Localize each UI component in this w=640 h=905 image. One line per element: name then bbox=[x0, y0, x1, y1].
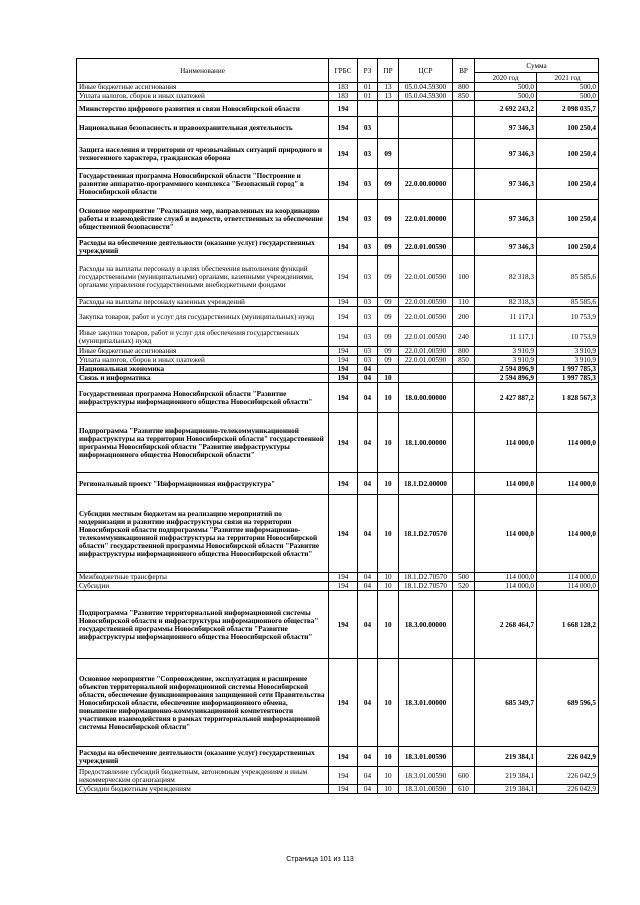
row-name: Расходы на обеспечение деятельности (оказание услуг) государственных учреждений bbox=[77, 747, 329, 767]
row-csr: 22.0.01.00590 bbox=[399, 347, 453, 356]
table-row bbox=[77, 117, 599, 139]
row-vr: 500 bbox=[453, 573, 475, 582]
row-name: Межбюджетные трансферты bbox=[77, 573, 329, 582]
row-rz: 01 bbox=[358, 83, 378, 92]
row-grbs: 194 bbox=[329, 238, 358, 256]
row-name: Предоставление субсидий бюджетным, автономным учреждениям и иным некоммерческим организациям bbox=[77, 767, 329, 785]
row-vr bbox=[453, 169, 475, 200]
row-name: Защита населения и территории от чрезвычайных ситуаций природного и техногенного характера, гражданская оборона bbox=[77, 139, 329, 169]
table-row bbox=[77, 327, 599, 347]
row-value-2020: 97 346,3 bbox=[475, 238, 537, 256]
table-row bbox=[77, 238, 599, 256]
row-name: Основное мероприятие "Реализация мер, направленных на координацию работы и взаимодействие служб и ведомств, ответственных за обеспечение общественной безопасности" bbox=[77, 200, 329, 238]
row-value-2020: 11 117,1 bbox=[475, 307, 537, 327]
row-name: Уплата налогов, сборов и иных платежей bbox=[77, 92, 329, 101]
row-value-2020: 685 349,7 bbox=[475, 659, 537, 747]
row-value-2021: 114 000,0 bbox=[537, 495, 599, 573]
header-year-2021: 2021 год bbox=[537, 73, 599, 83]
row-pr: 10 bbox=[378, 473, 399, 495]
row-name: Связь и информатика bbox=[77, 374, 329, 383]
row-rz: 04 bbox=[358, 413, 378, 473]
row-csr: 22.0.01.00000 bbox=[399, 200, 453, 238]
row-pr: 13 bbox=[378, 83, 399, 92]
row-rz: 04 bbox=[358, 747, 378, 767]
row-rz: 04 bbox=[358, 785, 378, 794]
row-csr bbox=[399, 374, 453, 383]
row-name: Национальная экономика bbox=[77, 365, 329, 374]
budget-table bbox=[76, 58, 599, 794]
row-rz: 03 bbox=[358, 238, 378, 256]
row-vr bbox=[453, 139, 475, 169]
row-pr: 13 bbox=[378, 92, 399, 101]
row-pr: 09 bbox=[378, 298, 399, 307]
row-csr: 18.3.01.00000 bbox=[399, 659, 453, 747]
row-value-2020: 219 384,1 bbox=[475, 785, 537, 794]
row-grbs: 194 bbox=[329, 117, 358, 139]
row-value-2021: 3 910,9 bbox=[537, 347, 599, 356]
row-pr: 10 bbox=[378, 659, 399, 747]
row-value-2021: 85 585,6 bbox=[537, 256, 599, 298]
row-csr bbox=[399, 101, 453, 117]
row-rz: 04 bbox=[358, 573, 378, 582]
row-grbs: 194 bbox=[329, 365, 358, 374]
row-rz: 03 bbox=[358, 356, 378, 365]
row-vr: 800 bbox=[453, 83, 475, 92]
row-vr: 100 bbox=[453, 256, 475, 298]
row-csr: 18.3.01.00590 bbox=[399, 767, 453, 785]
header-grbs: ГРБС bbox=[329, 59, 358, 83]
row-value-2021: 100 250,4 bbox=[537, 139, 599, 169]
row-value-2020: 500,0 bbox=[475, 83, 537, 92]
row-csr: 22.0.01.00590 bbox=[399, 238, 453, 256]
row-grbs: 194 bbox=[329, 256, 358, 298]
row-pr bbox=[378, 365, 399, 374]
row-pr: 10 bbox=[378, 413, 399, 473]
header-year-2020: 2020 год bbox=[475, 73, 537, 83]
row-value-2021: 1 668 128,2 bbox=[537, 591, 599, 659]
row-name: Региональный проект "Информационная инфраструктура" bbox=[77, 473, 329, 495]
row-vr: 240 bbox=[453, 327, 475, 347]
row-vr bbox=[453, 413, 475, 473]
row-grbs: 194 bbox=[329, 785, 358, 794]
table-row bbox=[77, 200, 599, 238]
table-row bbox=[77, 473, 599, 495]
row-csr: 18.1.D2.00000 bbox=[399, 473, 453, 495]
row-pr: 10 bbox=[378, 591, 399, 659]
row-name: Подпрограмма "Развитие территориальной информационной системы Новосибирской области и инфраструктуры информационного общества" государственной программы Новосибирской области "Развитие инфраструктуры информационного общества Новосибирской области" bbox=[77, 591, 329, 659]
table-row bbox=[77, 365, 599, 374]
row-value-2021: 100 250,4 bbox=[537, 200, 599, 238]
row-value-2020: 2 692 243,2 bbox=[475, 101, 537, 117]
row-vr: 610 bbox=[453, 785, 475, 794]
row-value-2021: 500,0 bbox=[537, 83, 599, 92]
row-name: Национальная безопасность и правоохранительная деятельность bbox=[77, 117, 329, 139]
row-rz: 03 bbox=[358, 139, 378, 169]
row-csr: 18.1.D2.70570 bbox=[399, 495, 453, 573]
header-csr: ЦСР bbox=[399, 59, 453, 83]
row-csr bbox=[399, 365, 453, 374]
row-grbs: 194 bbox=[329, 767, 358, 785]
row-grbs: 194 bbox=[329, 582, 358, 591]
row-csr bbox=[399, 117, 453, 139]
row-csr: 18.1.00.00000 bbox=[399, 413, 453, 473]
row-pr: 10 bbox=[378, 582, 399, 591]
row-value-2021: 114 000,0 bbox=[537, 473, 599, 495]
row-csr: 22.0.01.00590 bbox=[399, 298, 453, 307]
row-csr: 22.0.01.00590 bbox=[399, 356, 453, 365]
row-value-2021: 114 000,0 bbox=[537, 582, 599, 591]
row-rz: 04 bbox=[358, 767, 378, 785]
row-value-2021: 226 042,9 bbox=[537, 785, 599, 794]
row-pr: 10 bbox=[378, 374, 399, 383]
row-pr: 09 bbox=[378, 139, 399, 169]
row-name: Субсидии местным бюджетам на реализацию мероприятий по модернизации и развитию инфраструктуры связи на территории Новосибирской области подпрограммы "Развитие информационно-телекоммуникационной инфраструктуры на территории Новосибирской области" государственной программы Новосибирской области "Развитие инфраструктуры информационного общества Новосибирской области" bbox=[77, 495, 329, 573]
table-row bbox=[77, 356, 599, 365]
row-value-2021: 689 596,5 bbox=[537, 659, 599, 747]
row-name: Расходы на выплаты персоналу в целях обеспечения выполнения функций государственными (муниципальными) органами, казенными учреждениями, органами управления государственными внебюджетными фондами bbox=[77, 256, 329, 298]
row-vr: 600 bbox=[453, 767, 475, 785]
row-value-2020: 11 117,1 bbox=[475, 327, 537, 347]
row-pr: 10 bbox=[378, 785, 399, 794]
row-value-2021: 1 997 785,3 bbox=[537, 374, 599, 383]
row-rz: 04 bbox=[358, 473, 378, 495]
table-row bbox=[77, 383, 599, 413]
row-name: Расходы на выплаты персоналу казенных учреждений bbox=[77, 298, 329, 307]
row-rz bbox=[358, 101, 378, 117]
row-grbs: 183 bbox=[329, 92, 358, 101]
header-vr: ВР bbox=[453, 59, 475, 83]
row-csr: 22.0.00.00000 bbox=[399, 169, 453, 200]
row-csr: 22.0.01.00590 bbox=[399, 307, 453, 327]
table-row bbox=[77, 374, 599, 383]
row-value-2020: 219 384,1 bbox=[475, 767, 537, 785]
header-pr: ПР bbox=[378, 59, 399, 83]
row-pr: 09 bbox=[378, 200, 399, 238]
table-row bbox=[77, 591, 599, 659]
row-rz: 03 bbox=[358, 327, 378, 347]
row-value-2020: 82 318,3 bbox=[475, 298, 537, 307]
row-rz: 03 bbox=[358, 256, 378, 298]
header-name: Наименование bbox=[77, 59, 329, 83]
row-csr: 22.0.01.00590 bbox=[399, 327, 453, 347]
row-pr: 09 bbox=[378, 238, 399, 256]
row-vr bbox=[453, 495, 475, 573]
row-rz: 03 bbox=[358, 169, 378, 200]
row-value-2020: 97 346,3 bbox=[475, 169, 537, 200]
row-vr bbox=[453, 747, 475, 767]
row-pr: 09 bbox=[378, 347, 399, 356]
row-csr: 18.3.01.00590 bbox=[399, 785, 453, 794]
row-csr: 18.0.00.00000 bbox=[399, 383, 453, 413]
row-value-2021: 3 910,9 bbox=[537, 356, 599, 365]
header-rz: РЗ bbox=[358, 59, 378, 83]
row-vr bbox=[453, 591, 475, 659]
row-vr: 800 bbox=[453, 347, 475, 356]
row-value-2020: 2 594 896,9 bbox=[475, 365, 537, 374]
row-value-2020: 114 000,0 bbox=[475, 582, 537, 591]
row-pr: 09 bbox=[378, 327, 399, 347]
row-grbs: 194 bbox=[329, 495, 358, 573]
row-vr: 850 bbox=[453, 356, 475, 365]
row-grbs: 194 bbox=[329, 139, 358, 169]
row-name: Уплата налогов, сборов и иных платежей bbox=[77, 356, 329, 365]
row-vr bbox=[453, 101, 475, 117]
row-vr bbox=[453, 365, 475, 374]
row-pr: 10 bbox=[378, 495, 399, 573]
row-pr: 09 bbox=[378, 307, 399, 327]
row-pr: 10 bbox=[378, 767, 399, 785]
table-row bbox=[77, 582, 599, 591]
row-rz: 04 bbox=[358, 383, 378, 413]
row-value-2020: 219 384,1 bbox=[475, 747, 537, 767]
table-row bbox=[77, 785, 599, 794]
row-value-2020: 114 000,0 bbox=[475, 495, 537, 573]
row-name: Субсидии бюджетным учреждениям bbox=[77, 785, 329, 794]
row-name: Закупка товаров, работ и услуг для государственных (муниципальных) нужд bbox=[77, 307, 329, 327]
page-number: Страница 101 из 113 bbox=[286, 856, 354, 863]
row-name: Иные закупки товаров, работ и услуг для обеспечения государственных (муниципальных) нужд bbox=[77, 327, 329, 347]
row-pr: 09 bbox=[378, 169, 399, 200]
row-csr: 05.0.04.59300 bbox=[399, 83, 453, 92]
row-value-2020: 97 346,3 bbox=[475, 117, 537, 139]
row-rz: 04 bbox=[358, 365, 378, 374]
row-name: Иные бюджетные ассигнования bbox=[77, 83, 329, 92]
table-row bbox=[77, 495, 599, 573]
row-csr: 18.1.D2.70570 bbox=[399, 573, 453, 582]
row-value-2020: 114 000,0 bbox=[475, 573, 537, 582]
row-value-2020: 114 000,0 bbox=[475, 473, 537, 495]
row-pr: 10 bbox=[378, 383, 399, 413]
row-rz: 01 bbox=[358, 92, 378, 101]
row-name: Субсидии bbox=[77, 582, 329, 591]
row-vr: 200 bbox=[453, 307, 475, 327]
row-value-2021: 10 753,9 bbox=[537, 327, 599, 347]
row-vr bbox=[453, 117, 475, 139]
table-row bbox=[77, 747, 599, 767]
row-rz: 04 bbox=[358, 495, 378, 573]
row-value-2020: 2 594 896,9 bbox=[475, 374, 537, 383]
row-csr: 18.3.01.00590 bbox=[399, 747, 453, 767]
row-grbs: 194 bbox=[329, 169, 358, 200]
row-vr bbox=[453, 473, 475, 495]
row-value-2021: 226 042,9 bbox=[537, 767, 599, 785]
row-value-2020: 3 910,9 bbox=[475, 347, 537, 356]
row-value-2020: 97 346,3 bbox=[475, 139, 537, 169]
row-value-2021: 226 042,9 bbox=[537, 747, 599, 767]
row-csr bbox=[399, 139, 453, 169]
row-name: Основное мероприятие "Сопровождение, эксплуатация и расширение объектов территориальной информационной системы Новосибирской области, обеспечение функционирования защищенной сети Правительства Новосибирской области, обеспечение информационного обмена, повышение информационно-коммуникационной компетентности участников взаимодействия в рамках территориальной информационной системы Новосибирской области" bbox=[77, 659, 329, 747]
row-grbs: 194 bbox=[329, 101, 358, 117]
row-value-2021: 10 753,9 bbox=[537, 307, 599, 327]
row-grbs: 194 bbox=[329, 473, 358, 495]
row-rz: 04 bbox=[358, 659, 378, 747]
row-name: Иные бюджетные ассигнования bbox=[77, 347, 329, 356]
table-row bbox=[77, 573, 599, 582]
row-name: Государственная программа Новосибирской области "Развитие инфраструктуры информационного общества Новосибирской области" bbox=[77, 383, 329, 413]
row-vr: 110 bbox=[453, 298, 475, 307]
row-grbs: 183 bbox=[329, 83, 358, 92]
table-row bbox=[77, 347, 599, 356]
row-vr bbox=[453, 374, 475, 383]
row-vr bbox=[453, 383, 475, 413]
row-rz: 03 bbox=[358, 307, 378, 327]
row-rz: 03 bbox=[358, 298, 378, 307]
row-grbs: 194 bbox=[329, 327, 358, 347]
row-name: Расходы на обеспечение деятельности (оказание услуг) государственных учреждений bbox=[77, 238, 329, 256]
table-row bbox=[77, 169, 599, 200]
row-value-2020: 97 346,3 bbox=[475, 200, 537, 238]
row-value-2021: 100 250,4 bbox=[537, 169, 599, 200]
row-grbs: 194 bbox=[329, 307, 358, 327]
budget-page bbox=[76, 58, 598, 794]
row-vr: 850 bbox=[453, 92, 475, 101]
row-vr bbox=[453, 659, 475, 747]
row-pr: 09 bbox=[378, 356, 399, 365]
row-vr: 520 bbox=[453, 582, 475, 591]
row-grbs: 194 bbox=[329, 591, 358, 659]
row-value-2021: 2 098 035,7 bbox=[537, 101, 599, 117]
row-value-2021: 114 000,0 bbox=[537, 413, 599, 473]
row-grbs: 194 bbox=[329, 298, 358, 307]
row-rz: 04 bbox=[358, 591, 378, 659]
row-csr: 18.3.00.00000 bbox=[399, 591, 453, 659]
row-csr: 05.0.04.59300 bbox=[399, 92, 453, 101]
row-value-2020: 114 000,0 bbox=[475, 413, 537, 473]
row-grbs: 194 bbox=[329, 347, 358, 356]
table-row bbox=[77, 413, 599, 473]
row-pr bbox=[378, 101, 399, 117]
table-row bbox=[77, 83, 599, 92]
row-vr bbox=[453, 200, 475, 238]
row-csr: 18.1.D2.70570 bbox=[399, 582, 453, 591]
row-grbs: 194 bbox=[329, 356, 358, 365]
row-value-2020: 500,0 bbox=[475, 92, 537, 101]
row-value-2021: 100 250,4 bbox=[537, 117, 599, 139]
row-rz: 03 bbox=[358, 117, 378, 139]
row-vr bbox=[453, 238, 475, 256]
row-grbs: 194 bbox=[329, 747, 358, 767]
row-grbs: 194 bbox=[329, 383, 358, 413]
row-value-2021: 100 250,4 bbox=[537, 238, 599, 256]
header-sum: Сумма bbox=[475, 59, 599, 73]
row-pr: 10 bbox=[378, 573, 399, 582]
row-name: Государственная программа Новосибирской области "Построение и развитие аппаратно-программного комплекса "Безопасный город" в Новосибирской области bbox=[77, 169, 329, 200]
row-rz: 04 bbox=[358, 374, 378, 383]
row-value-2021: 85 585,6 bbox=[537, 298, 599, 307]
table-row bbox=[77, 101, 599, 117]
row-value-2021: 1 828 567,3 bbox=[537, 383, 599, 413]
row-value-2020: 2 268 464,7 bbox=[475, 591, 537, 659]
row-grbs: 194 bbox=[329, 573, 358, 582]
row-value-2020: 2 427 887,2 bbox=[475, 383, 537, 413]
row-grbs: 194 bbox=[329, 413, 358, 473]
row-value-2021: 500,0 bbox=[537, 92, 599, 101]
row-rz: 03 bbox=[358, 200, 378, 238]
row-value-2021: 114 000,0 bbox=[537, 573, 599, 582]
table-row bbox=[77, 256, 599, 298]
table-row bbox=[77, 307, 599, 327]
row-name: Министерство цифрового развития и связи Новосибирской области bbox=[77, 101, 329, 117]
row-csr: 22.0.01.00590 bbox=[399, 256, 453, 298]
row-pr bbox=[378, 117, 399, 139]
row-value-2021: 1 997 785,3 bbox=[537, 365, 599, 374]
row-grbs: 194 bbox=[329, 200, 358, 238]
row-name: Подпрограмма "Развитие информационно-телекоммуникационной инфраструктуры на территории Новосибирской области" государственной программы Новосибирской области "Развитие инфраструктуры информационного общества Новосибирской области" bbox=[77, 413, 329, 473]
table-row bbox=[77, 298, 599, 307]
table-row bbox=[77, 659, 599, 747]
row-grbs: 194 bbox=[329, 374, 358, 383]
table-body bbox=[77, 83, 599, 794]
row-value-2020: 3 910,9 bbox=[475, 356, 537, 365]
table-row bbox=[77, 139, 599, 169]
row-rz: 04 bbox=[358, 582, 378, 591]
row-pr: 10 bbox=[378, 747, 399, 767]
row-pr: 09 bbox=[378, 256, 399, 298]
table-row bbox=[77, 767, 599, 785]
row-value-2020: 82 318,3 bbox=[475, 256, 537, 298]
row-grbs: 194 bbox=[329, 659, 358, 747]
table-row bbox=[77, 92, 599, 101]
row-rz: 03 bbox=[358, 347, 378, 356]
